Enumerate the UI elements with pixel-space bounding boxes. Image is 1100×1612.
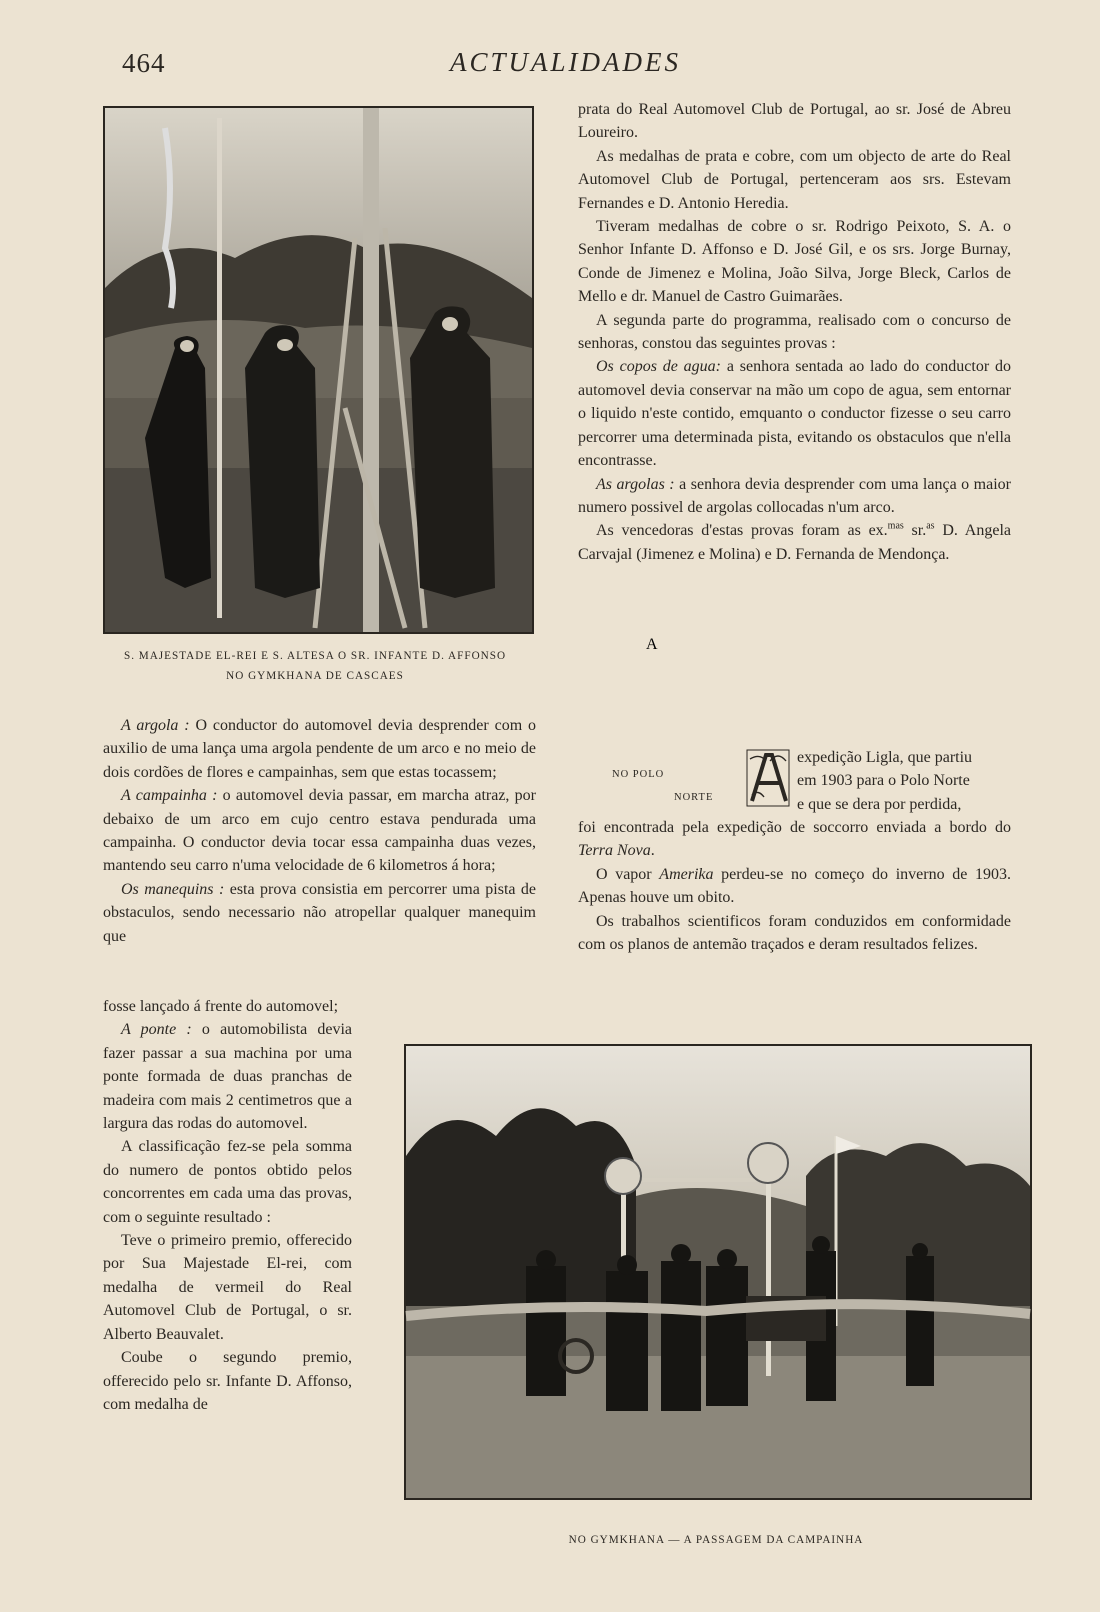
paragraph: A campainha : o automovel devia passar, em marcha atraz, por debaixo de um arco em cujo centro estava pendurada uma campainha. O conductor devia tocar essa campainha duas vezes, mantendo seu carro n'uma velocidade de 6 kilometros á hora; [103, 787, 536, 875]
paragraph: A ponte : o automobilista devia fazer passar a sua machina por uma ponte formada de duas pranchas de madeira com mais 2 centimetros que a largura das rodas do automovel. [103, 1021, 353, 1133]
dropcap-text: A [646, 636, 658, 653]
paragraph: Teve o primeiro premio, offerecido por Sua Majestade El-rei, com medalha de vermeil do Real Automovel Club de Portugal, o sr. Alberto Beauvalet. [103, 1232, 352, 1343]
left-column-full [103, 714, 536, 948]
sidenote-line: NORTE [674, 792, 714, 803]
polo-article-first-lines [797, 746, 1011, 816]
caption-line: S. MAJESTADE EL-REI E S. ALTESA O SR. INFANTE D. AFFONSO [123, 650, 507, 662]
caption-line: NO GYMKHANA DE CASCAES [226, 670, 404, 682]
left-column-narrow [103, 995, 352, 1416]
paragraph: prata do Real Automovel Club de Portugal, ao sr. José de Abreu Loureiro. [578, 101, 1011, 142]
paragraph: As argolas : a senhora devia desprender com uma lança o maior numero possivel de argolas collocadas n'um arco. [578, 475, 1011, 516]
paragraph: Coube o segundo premio, offerecido pelo sr. Infante D. Affonso, com medalha de [103, 1349, 352, 1413]
paragraph: A argola : O conductor do automovel devia desprender com o auxilio de uma lança uma argola pendente de um arco e no meio de dois cordões de flores e campainhas, sem que estas tocassem; [103, 717, 537, 781]
paragraph-winners: As vencedoras d'estas provas foram as ex.$^{mas}$ sr.$^{as}$ D. Angela Carvajal (Jimenez e Molina) e D. Fernanda de Mendonça. [578, 520, 1012, 563]
paragraph: Os copos de agua: a senhora sentada ao lado do conductor do automovel devia conservar na mão um copo de agua, sem entornar o liquido n'este contido, emquanto o conductor fizesse o seu carro percorrer uma determinada pista, evitando os obstaculos que n'ella encontrasse. [578, 358, 1011, 470]
paragraph: A segunda parte do programma, realisado com o concurso de senhoras, constou das seguintes provas : [578, 311, 1011, 353]
sidenote-line: NO POLO [612, 769, 665, 780]
line: e que se dera por perdida, [797, 795, 962, 813]
paragraph: Os trabalhos scientificos foram conduzidos em conformidade com os planos de antemão traçados e deram resultados felizes. [578, 912, 1011, 954]
paragraph: foi encontrada pela expedição de soccorro enviada a bordo do Terra Nova. [578, 819, 1011, 860]
line: em 1903 para o Polo Norte [797, 772, 970, 790]
photo-bottom-caption: NO GYMKHANA — A PASSAGEM DA CAMPAINHA [568, 1534, 864, 1546]
page-title: ACTUALIDADES [450, 47, 681, 77]
photo-gymkhana-bell [404, 1044, 1032, 1500]
paragraph: Tiveram medalhas de cobre o sr. Rodrigo Peixoto, S. A. o Senhor Infante D. Affonso e D. José Gil, e os srs. Jorge Burnay, Conde de Jimenez e Molina, João Silva, Jorge Bleck, Carlos de Mello e dr. Manuel de Castro Guimarães. [578, 218, 1011, 306]
paragraph: Os manequins : esta prova consistia em percorrer uma pista de obstaculos, sendo necessario não atropellar qualquer manequim que [103, 880, 537, 945]
paragraph: A classificação fez-se pela somma do numero de pontos obtido pelos concorrentes em cada uma das provas, com o seguinte resultado : [103, 1138, 352, 1226]
paragraph: O vapor Amerika perdeu-se no começo do inverno de 1903. Apenas houve um obito. [578, 865, 1011, 907]
page-number: 464 [122, 48, 166, 78]
sidenote-no-polo [612, 768, 722, 805]
paragraph: As medalhas de prata e cobre, com um objecto de arte do Real Automovel Club de Portugal, pertenceram aos srs. Estevam Fernandes e D. Antonio Heredia. [578, 147, 1011, 212]
photo-king-and-infante [103, 106, 534, 634]
paragraph: fosse lançado á frente do automovel; [103, 998, 339, 1015]
photo-top-caption [100, 646, 530, 686]
polo-article-body [578, 816, 1011, 956]
line: expedição Ligla, que partiu [797, 749, 973, 766]
right-column-top [578, 98, 1011, 566]
